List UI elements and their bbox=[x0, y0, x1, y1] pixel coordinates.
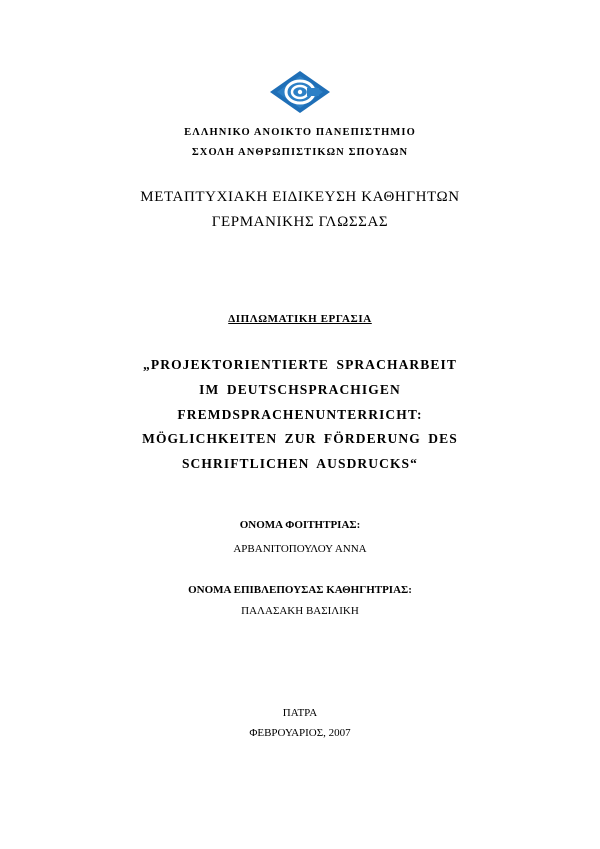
place: ΠΑΤΡΑ bbox=[282, 707, 318, 719]
program-line-1: ΜΕΤΑΠΤΥΧΙΑΚΗ ΕΙΔΙΚΕΥΣΗ ΚΑΘΗΓΗΤΩΝ bbox=[140, 189, 460, 205]
student-label: ΟΝΟΜΑ ΦΟΙΤΗΤΡΙΑΣ: bbox=[239, 519, 361, 531]
date: ΦΕΒΡΟΥΑΡΙΟΣ, 2007 bbox=[249, 727, 351, 739]
thesis-title-line-1: „PROJEKTORIENTIERTE SPRACHARBEIT bbox=[143, 357, 457, 372]
thesis-title-line-4: MÖGLICHKEITEN ZUR FÖRDERUNG DES bbox=[142, 431, 458, 446]
supervisor-label: ΟΝΟΜΑ ΕΠΙΒΛΕΠΟΥΣΑΣ ΚΑΘΗΓΗΤΡΙΑΣ: bbox=[188, 584, 412, 596]
student-name: ΑΡΒΑΝΙΤΟΠΟΥΛΟΥ ΑΝΝΑ bbox=[233, 543, 367, 555]
university-name: ΕΛΛΗΝΙΚΟ ΑΝΟΙΚΤΟ ΠΑΝΕΠΙΣΤΗΜΙΟ bbox=[184, 127, 416, 138]
document-type: ΔΙΠΛΩΜΑΤΙΚΗ ΕΡΓΑΣΙΑ bbox=[228, 313, 372, 325]
university-logo-icon bbox=[269, 70, 331, 114]
school-name: ΣΧΟΛΗ ΑΝΘΡΩΠΙΣΤΙΚΩΝ ΣΠΟΥΔΩΝ bbox=[191, 147, 409, 158]
thesis-title-line-2: IM DEUTSCHSPRACHIGEN bbox=[199, 382, 401, 397]
supervisor-name: ΠΑΛΑΣΑΚΗ ΒΑΣΙΛΙΚΗ bbox=[241, 605, 359, 617]
thesis-title-line-5: SCHRIFTLICHEN AUSDRUCKS“ bbox=[181, 456, 419, 471]
thesis-title-line-3: FREMDSPRACHENUNTERRICHT: bbox=[177, 407, 423, 422]
program-line-2: ΓΕΡΜΑΝΙΚΗΣ ΓΛΩΣΣΑΣ bbox=[211, 214, 389, 230]
